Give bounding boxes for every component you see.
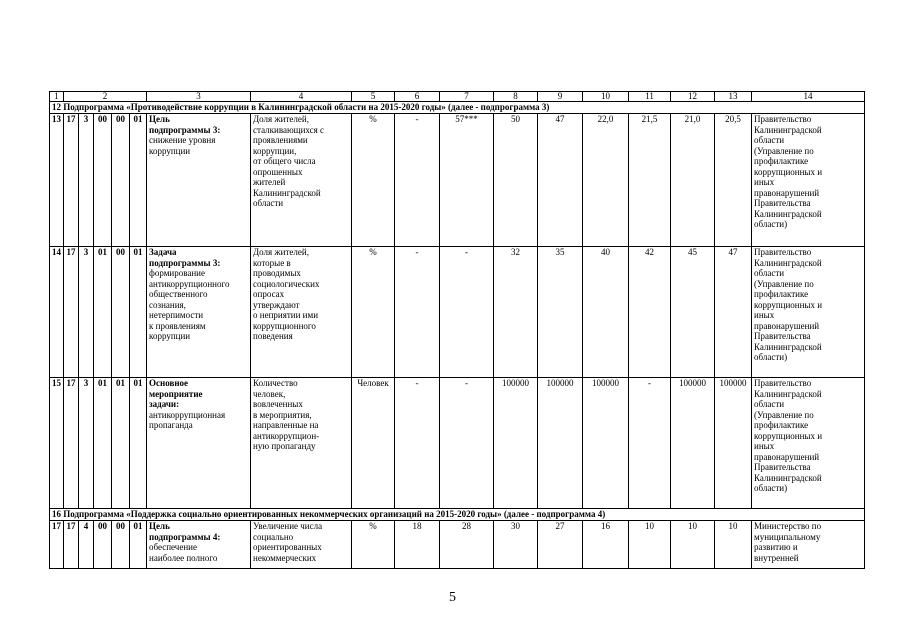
indicator-line: сталкивающихся с	[253, 124, 325, 135]
executor-line: правонарушений	[754, 451, 820, 462]
indicator-line: утверждают	[253, 299, 300, 310]
executor-line: правонарушений	[754, 187, 820, 198]
executor-line: (Управление по	[754, 278, 814, 289]
indicator-line: от общего числа	[253, 156, 316, 166]
goal-title-line: подпрограммы 4:	[149, 531, 221, 542]
row-number: 15	[50, 378, 64, 509]
value-cell: 42	[629, 247, 671, 378]
value-cell: 30	[494, 521, 538, 569]
indicator-line: социологических	[253, 278, 320, 289]
value-cell: 47	[538, 114, 583, 247]
executor-line: профилактике	[754, 420, 809, 430]
executor-line: Правительства	[754, 198, 811, 208]
executor-line: Правительства	[754, 462, 811, 472]
value-cell: 10	[671, 521, 715, 569]
goal-text-line: наиболее полного	[149, 552, 218, 563]
indicator-line: поведения	[253, 331, 293, 341]
indicator-line: опрошенных	[253, 166, 303, 177]
goal-cell	[147, 521, 251, 569]
goal-cell	[147, 378, 251, 509]
value-cell: 47	[715, 247, 752, 378]
executor-line: области	[754, 135, 785, 145]
value-cell: -	[395, 247, 440, 378]
indicator-line: которые в	[253, 257, 291, 268]
indicator-line: социально	[253, 531, 294, 542]
value-cell: 32	[494, 247, 538, 378]
indicator-line: проводимых	[253, 268, 301, 278]
indicator-line: в мероприятия,	[253, 409, 312, 420]
code-cell: 3	[79, 378, 94, 509]
code-cell: 17	[64, 378, 79, 509]
executor-line: профилактике	[754, 156, 809, 166]
header-row	[50, 92, 865, 102]
table-row	[50, 521, 865, 569]
value-cell: 100000	[583, 378, 629, 509]
value-cell: -	[629, 378, 671, 509]
goal-title-line: подпрограммы 3:	[149, 257, 221, 268]
executor-line: (Управление по	[754, 145, 814, 156]
indicator-line: Увеличение числа	[253, 521, 323, 531]
value-cell: 20,5	[715, 114, 752, 247]
unit-cell: %	[352, 521, 395, 569]
executor-line: области)	[754, 352, 788, 362]
indicator-line: человек,	[253, 388, 286, 399]
indicator-line: направленные на	[253, 420, 319, 430]
value-cell: 10	[715, 521, 752, 569]
goal-text-line: антикоррупционного	[149, 278, 230, 289]
executor-line: Правительства	[754, 331, 811, 341]
executor-line: развитию и	[754, 542, 798, 552]
indicator-cell	[251, 521, 352, 569]
section-title: 12 Подпрограмма «Противодействие коррупции в Калининградской области на 2015-2020 годы» (далее - подпрограмма 3)	[50, 102, 865, 114]
code-cell: 00	[112, 521, 130, 569]
goal-title-line: Основное	[149, 378, 189, 388]
executor-cell	[752, 114, 865, 247]
indicator-line: области	[253, 198, 284, 208]
code-cell: 01	[94, 247, 112, 378]
header-cell: 3	[147, 92, 251, 102]
row-number: 17	[50, 521, 64, 569]
executor-line: коррупционных и	[754, 166, 823, 177]
code-cell: 00	[94, 114, 112, 247]
executor-line: иных	[754, 441, 775, 451]
value-cell: -	[395, 114, 440, 247]
unit-cell: %	[352, 247, 395, 378]
goal-title-line: мероприятие	[149, 388, 203, 399]
section-row-subprogram-3	[50, 102, 865, 114]
header-cell: 1	[50, 92, 64, 102]
value-cell: 10	[629, 521, 671, 569]
code-cell: 01	[130, 521, 147, 569]
code-cell: 00	[112, 247, 130, 378]
value-cell: 57***	[440, 114, 494, 247]
row-number: 14	[50, 247, 64, 378]
goal-cell	[147, 114, 251, 247]
indicator-line: Калининградской	[253, 187, 321, 198]
row-number: 13	[50, 114, 64, 247]
goal-text-line: общественного	[149, 289, 208, 299]
executor-line: иных	[754, 177, 775, 187]
executor-line: иных	[754, 310, 775, 320]
value-cell: -	[395, 378, 440, 509]
executor-cell	[752, 378, 865, 509]
goal-title-line: задачи:	[149, 399, 180, 409]
section-row-subprogram-4	[50, 509, 865, 521]
value-cell: 50	[494, 114, 538, 247]
goal-text-line: нетерпимости	[149, 310, 204, 320]
value-cell: 21,0	[671, 114, 715, 247]
indicator-cell	[251, 247, 352, 378]
executor-line: правонарушений	[754, 320, 820, 331]
unit-cell: Человек	[352, 378, 395, 509]
value-cell: 21,5	[629, 114, 671, 247]
goal-text-line: снижение уровня	[149, 135, 216, 145]
value-cell: 18	[395, 521, 440, 569]
page-number: 5	[449, 590, 456, 605]
table-row	[50, 114, 865, 247]
executor-line: коррупционных и	[754, 430, 823, 441]
indicator-line: коррупции,	[253, 145, 297, 156]
table-row	[50, 378, 865, 509]
code-cell: 00	[112, 114, 130, 247]
goal-title-line: Цель	[149, 521, 170, 531]
executor-line: области)	[754, 483, 788, 493]
indicator-cell	[251, 114, 352, 247]
executor-cell	[752, 521, 865, 569]
executor-line: области)	[754, 219, 788, 229]
program-table	[49, 91, 865, 569]
value-cell: -	[440, 378, 494, 509]
executor-line: коррупционных и	[754, 299, 823, 310]
executor-line: Калининградской	[754, 388, 822, 399]
executor-line: профилактике	[754, 289, 809, 299]
indicator-line: Доля жителей,	[253, 114, 309, 124]
value-cell: 100000	[494, 378, 538, 509]
header-cell: 5	[352, 92, 395, 102]
indicator-line: вовлеченных	[253, 399, 303, 409]
code-cell: 01	[94, 378, 112, 509]
code-cell: 01	[112, 378, 130, 509]
header-cell: 2	[64, 92, 147, 102]
executor-line: Калининградской	[754, 257, 822, 268]
goal-text-line: формирование	[149, 268, 205, 278]
value-cell: 22,0	[583, 114, 629, 247]
indicator-line: некоммерческих	[253, 552, 317, 563]
code-cell: 17	[64, 114, 79, 247]
code-cell: 00	[94, 521, 112, 569]
header-cell: 11	[629, 92, 671, 102]
code-cell: 01	[130, 247, 147, 378]
goal-text-line: обеспечение	[149, 542, 197, 552]
executor-line: Правительство	[754, 378, 812, 388]
goal-text-line: пропаганда	[149, 420, 193, 430]
code-cell: 17	[64, 247, 79, 378]
value-cell: 28	[440, 521, 494, 569]
indicator-line: антикоррупцион-	[253, 430, 320, 441]
indicator-line: жителей	[253, 177, 286, 187]
code-cell: 01	[130, 114, 147, 247]
executor-line: Калининградской	[754, 124, 822, 135]
executor-line: (Управление по	[754, 409, 814, 420]
executor-line: Правительство	[754, 247, 812, 257]
header-cell: 10	[583, 92, 629, 102]
executor-cell	[752, 247, 865, 378]
indicator-line: Доля жителей,	[253, 247, 309, 257]
value-cell: 35	[538, 247, 583, 378]
header-cell: 12	[671, 92, 715, 102]
indicator-line: ориентированных	[253, 542, 322, 552]
indicator-line: проявлениями	[253, 135, 308, 145]
code-cell: 4	[79, 521, 94, 569]
indicator-line: о неприятии ими	[253, 310, 319, 320]
goal-text-line: к проявлениям	[149, 320, 206, 331]
executor-line: внутренней	[754, 552, 799, 563]
executor-line: Правительство	[754, 114, 812, 124]
goal-cell	[147, 247, 251, 378]
header-cell: 13	[715, 92, 752, 102]
header-cell: 6	[395, 92, 440, 102]
code-cell: 3	[79, 114, 94, 247]
value-cell: 27	[538, 521, 583, 569]
indicator-line: ную пропаганду	[253, 441, 316, 451]
executor-line: области	[754, 268, 785, 278]
value-cell: 100000	[671, 378, 715, 509]
section-title: 16 Подпрограмма «Поддержка социально ориентированных некоммерческих организаций на 2015-2020 годы» (далее - подпрограмма 4)	[50, 509, 865, 521]
value-cell: 100000	[715, 378, 752, 509]
header-cell: 7	[440, 92, 494, 102]
indicator-cell	[251, 378, 352, 509]
indicator-line: коррупционного	[253, 320, 316, 331]
header-cell: 4	[251, 92, 352, 102]
goal-title-line: подпрограммы 3:	[149, 124, 221, 135]
value-cell: 16	[583, 521, 629, 569]
code-cell: 01	[130, 378, 147, 509]
executor-line: области	[754, 399, 785, 409]
value-cell: -	[440, 247, 494, 378]
goal-text-line: сознания,	[149, 299, 186, 310]
value-cell: 100000	[538, 378, 583, 509]
header-cell: 8	[494, 92, 538, 102]
goal-text-line: антикоррупционная	[149, 409, 226, 420]
goal-title-line: Цель	[149, 114, 170, 124]
executor-line: Калининградской	[754, 341, 822, 352]
code-cell: 17	[64, 521, 79, 569]
goal-text-line: коррупции	[149, 331, 191, 341]
header-cell: 9	[538, 92, 583, 102]
unit-cell: %	[352, 114, 395, 247]
value-cell: 40	[583, 247, 629, 378]
table-row	[50, 247, 865, 378]
indicator-line: опросах	[253, 289, 285, 299]
executor-line: муниципальному	[754, 531, 821, 542]
goal-title-line: Задача	[149, 247, 177, 257]
header-cell: 14	[752, 92, 865, 102]
value-cell: 45	[671, 247, 715, 378]
code-cell: 3	[79, 247, 94, 378]
executor-line: Калининградской	[754, 472, 822, 483]
indicator-line: Количество	[253, 378, 298, 388]
executor-line: Калининградской	[754, 208, 822, 219]
goal-text-line: коррупции	[149, 145, 191, 156]
executor-line: Министерство по	[754, 521, 822, 531]
